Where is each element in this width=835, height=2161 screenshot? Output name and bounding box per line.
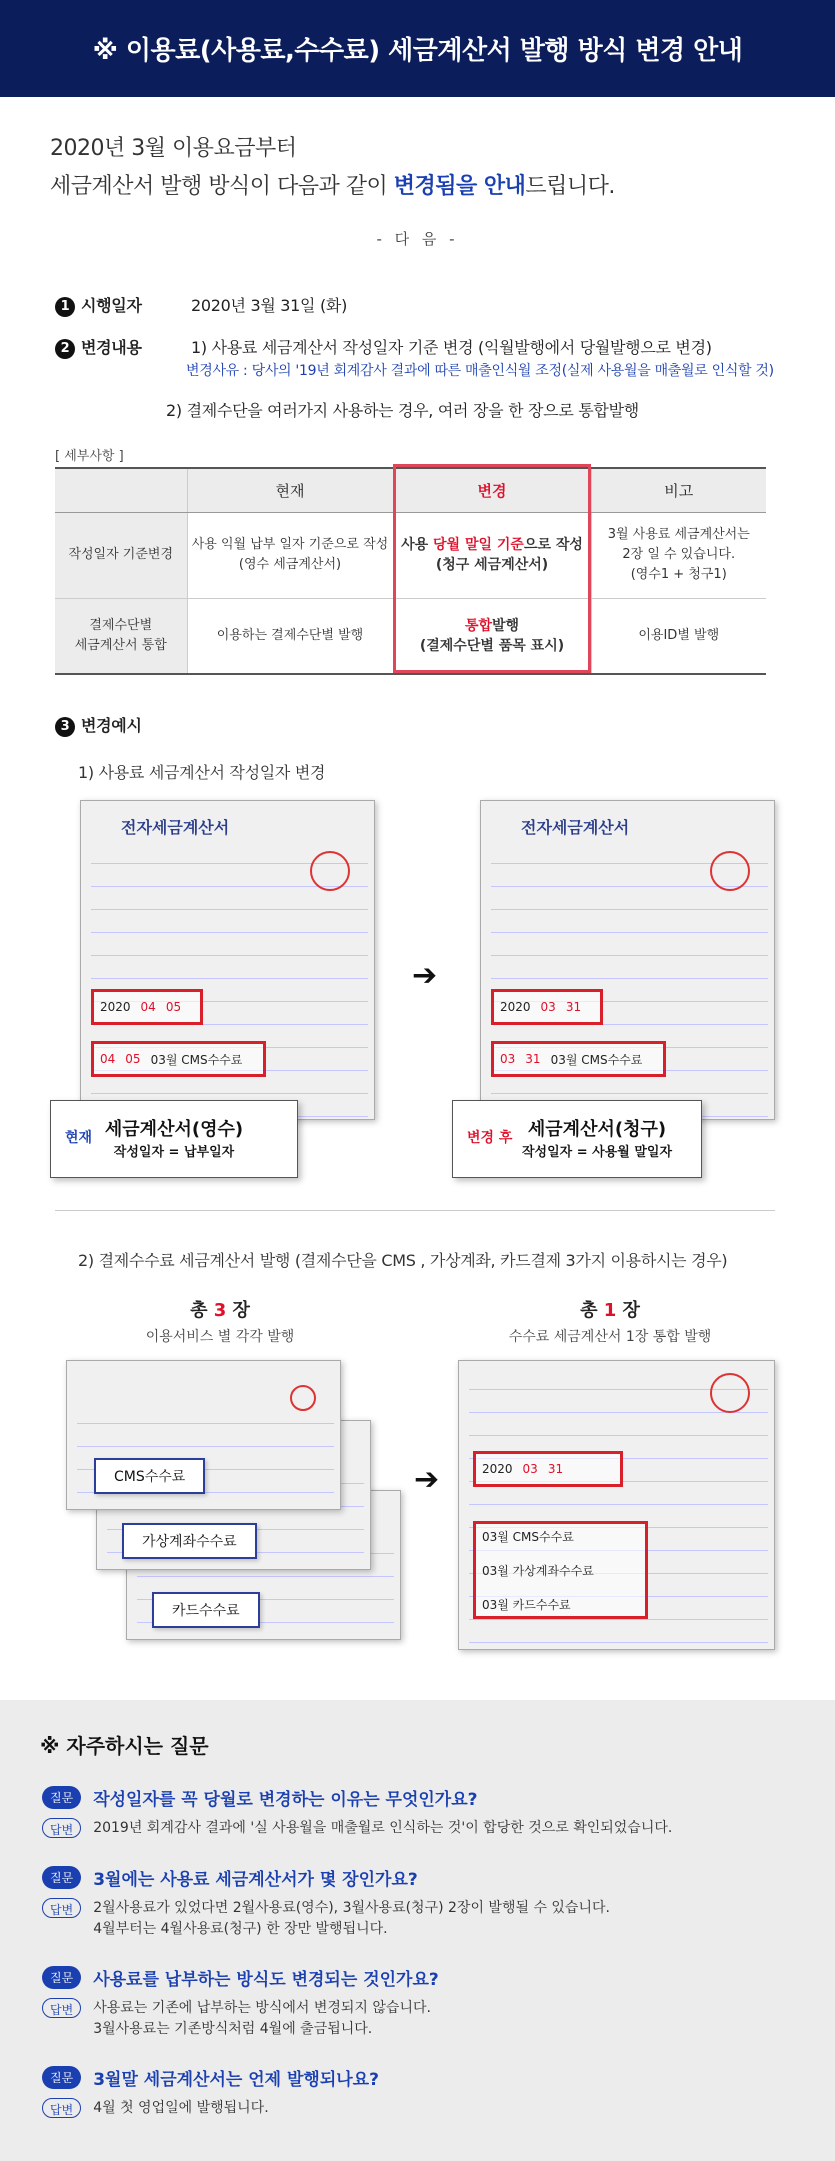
cell-text [394, 616, 591, 636]
cell-text-a: 사용 [401, 537, 434, 553]
item-example [55, 713, 191, 737]
tag-cms: CMS수수료 [94, 1458, 205, 1494]
question-badge: 질문 [42, 1866, 81, 1889]
change-2: 2) 결제수단을 여러가지 사용하는 경우, 여러 장을 한 장으로 통합발행 [166, 401, 639, 420]
page-title: ※ 이용료(사용료,수수료) 세금계산서 발행 방식 변경 안내 [0, 0, 835, 97]
change-1: 1) 사용료 세금계산서 작성일자 기준 변경 (익월발행에서 당월발행으로 변경) [191, 338, 712, 357]
number-badge: 2 [55, 339, 75, 359]
total-sub: 수수료 세금계산서 1장 통합 발행 [508, 1329, 712, 1345]
item-box [491, 1041, 666, 1077]
item-effective-date [55, 293, 347, 317]
cell-text: (청구 세금계산서) [435, 557, 549, 573]
item-month: 04 [100, 1052, 116, 1066]
seal-icon [290, 1385, 316, 1411]
cell-text: 2장 일 수 있습니다. [622, 547, 736, 562]
faq-question [42, 1785, 802, 1810]
total-pre: 총 [580, 1300, 604, 1321]
answer-badge: 답변 [42, 1998, 81, 2018]
table-header-empty [55, 468, 187, 512]
cell-current: 이용하는 결제수단별 발행 [187, 598, 393, 674]
caption-current [50, 1100, 298, 1178]
number-badge: 1 [55, 297, 75, 317]
answer-text [93, 2098, 268, 2119]
caption-key: 현재 [65, 1130, 93, 1146]
faq-item [42, 1865, 802, 1940]
faq-section [0, 1700, 835, 2161]
example2-title: 2) 결제수수료 세금계산서 발행 (결제수단을 CMS , 가상계좌, 카드결제 3가지 이용하시는 경우) [78, 1251, 728, 1270]
cell-text-b: 으로 작성 [523, 537, 583, 553]
invoice-day: 31 [547, 1462, 564, 1476]
answer-text [93, 1898, 610, 1940]
cell-text: 결제수단별 [89, 617, 153, 633]
cell-change [393, 512, 591, 598]
invoice-month: 03 [522, 1462, 538, 1476]
caption-title: 세금계산서(영수) [104, 1119, 244, 1140]
cell-text: 세금계산서 통합 [74, 637, 167, 653]
item-month: 03 [500, 1052, 516, 1066]
cell-text: 3월 사용료 세금계산서는 [607, 527, 750, 542]
date-box [473, 1451, 623, 1487]
tax-invoice-changed [480, 800, 775, 1120]
arrow-right-icon: ➔ [412, 958, 438, 993]
example1-title: 1) 사용료 세금계산서 작성일자 변경 [78, 763, 326, 782]
cell-text-red: 통합 [464, 617, 492, 634]
faq-answer [42, 1898, 802, 1940]
cell-text-red: 당월 말일 기준 [433, 537, 524, 553]
total-num: 1 [603, 1300, 617, 1321]
invoice-year: 2020 [100, 1000, 131, 1014]
invoice-month: 03 [540, 1000, 556, 1014]
tag-card: 카드수수료 [152, 1592, 260, 1628]
faq-answer [42, 1818, 802, 1839]
item-box [91, 1041, 266, 1077]
total-left [120, 1296, 320, 1346]
cell-text: (영수 세금계산서) [238, 557, 342, 572]
caption-changed [452, 1100, 702, 1178]
total-right [500, 1296, 720, 1346]
question-text: 3월말 세금계산서는 언제 발행되나요? [93, 2070, 379, 2090]
item-day: 31 [525, 1052, 541, 1066]
answer-line: 2019년 회계감사 결과에 '실 사용월을 매출월로 인식하는 것'이 합당한 것으로 확인되었습니다. [93, 1820, 673, 1836]
faq-item [42, 1965, 802, 2040]
answer-line: 3월사용료는 기존방식처럼 4월에 출금됩니다. [93, 2021, 373, 2037]
faq-answer [42, 2098, 802, 2119]
table-row [55, 512, 766, 598]
cell-note [591, 512, 766, 598]
caption-sub: 작성일자 = 사용월 말일자 [521, 1145, 673, 1160]
cell-current [187, 512, 393, 598]
table-header-change: 변경 [393, 468, 591, 512]
table-row [55, 598, 766, 674]
answer-badge: 답변 [42, 2098, 81, 2118]
seal-icon [710, 851, 750, 891]
total-pre: 총 [190, 1300, 214, 1321]
table-header-note: 비고 [591, 468, 766, 512]
invoice-year: 2020 [500, 1000, 531, 1014]
question-text: 작성일자를 꼭 당월로 변경하는 이유는 무엇인가요? [93, 1790, 478, 1810]
table-header-row [55, 468, 766, 512]
answer-line: 4월부터는 4월사용료(청구) 한 장만 발행됩니다. [93, 1921, 388, 1937]
arrow-right-icon: ➔ [414, 1462, 440, 1497]
item-name: 03월 CMS수수료 [482, 1529, 574, 1544]
caption-title: 세금계산서(청구) [527, 1119, 667, 1140]
row-heading [55, 598, 187, 674]
cell-text [394, 535, 591, 555]
intro-line1: 2020년 3월 이용요금부터 [50, 136, 297, 161]
total-label [120, 1296, 320, 1322]
item-name: 03월 CMS수수료 [550, 1052, 643, 1067]
question-badge: 질문 [42, 1786, 81, 1809]
total-post: 장 [616, 1300, 640, 1321]
faq-title: ※ 자주하시는 질문 [40, 1734, 209, 1758]
divider [55, 1210, 775, 1211]
damum-divider: - 다 음 - [376, 230, 459, 248]
caption-sub: 작성일자 = 납부일자 [113, 1145, 235, 1160]
caption-key: 변경 후 [467, 1130, 513, 1146]
cell-text: (결제수단별 품목 표시) [419, 637, 565, 654]
total-num: 3 [213, 1300, 227, 1321]
detail-label: [ 세부사항 ] [55, 449, 124, 464]
item-name: 03월 가상계좌수수료 [482, 1563, 594, 1578]
tax-invoice-merged [458, 1360, 775, 1650]
tax-invoice-current [80, 800, 375, 1120]
answer-line: 사용료는 기존에 납부하는 방식에서 변경되지 않습니다. [93, 2000, 431, 2016]
seal-icon [710, 1373, 750, 1413]
answer-badge: 답변 [42, 1898, 81, 1918]
item-change-content [55, 335, 712, 359]
question-text: 사용료를 납부하는 방식도 변경되는 것인가요? [93, 1970, 439, 1990]
answer-line: 4월 첫 영업일에 발행됩니다. [93, 2100, 269, 2116]
total-sub: 이용서비스 별 각각 발행 [145, 1329, 295, 1345]
total-label [500, 1296, 720, 1322]
faq-question [42, 2065, 802, 2090]
invoice-title: 전자세금계산서 [121, 818, 230, 837]
invoice-month: 04 [140, 1000, 156, 1014]
invoice-title: 전자세금계산서 [521, 818, 630, 837]
answer-line: 2월사용료가 있었다면 2월사용료(영수), 3월사용료(청구) 2장이 발행될 수 있습니다. [93, 1900, 610, 1916]
intro-line2-pre: 세금계산서 발행 방식이 다음과 같이 [50, 174, 394, 199]
answer-text [93, 1998, 431, 2040]
cell-text-b: 발행 [492, 617, 520, 634]
question-badge: 질문 [42, 1966, 81, 1989]
faq-question [42, 1865, 802, 1890]
seal-icon [310, 851, 350, 891]
change-reason: 변경사유 : 당사의 '19년 회계감사 결과에 따른 매출인식월 조정(실제 사용월을 매출월로 인식할 것) [186, 363, 774, 379]
item-label: 변경내용 [81, 338, 142, 357]
table-header-current: 현재 [187, 468, 393, 512]
item-label: 변경예시 [81, 716, 142, 735]
intro-line2 [50, 168, 615, 206]
detail-table [55, 467, 766, 675]
cell-text: 사용 익월 납부 일자 기준으로 작성 [191, 537, 389, 552]
intro-line2-post: 드립니다. [525, 174, 615, 199]
invoice-day: 31 [565, 1000, 582, 1014]
item-name: 03월 카드수수료 [482, 1597, 571, 1612]
question-badge: 질문 [42, 2066, 81, 2089]
intro-highlight: 변경됨을 안내 [393, 174, 526, 199]
row-heading: 작성일자 기준변경 [55, 512, 187, 598]
faq-item [42, 2065, 802, 2119]
tag-virtual-account: 가상계좌수수료 [122, 1523, 257, 1559]
cell-text: (영수1 + 청구1) [630, 567, 727, 582]
invoice-year: 2020 [482, 1462, 513, 1476]
date-box [91, 989, 203, 1025]
faq-item [42, 1785, 802, 1839]
total-post: 장 [226, 1300, 250, 1321]
item-box [473, 1521, 648, 1619]
invoice-day: 05 [165, 1000, 182, 1014]
intro-text [50, 130, 615, 206]
answer-text [93, 1818, 672, 1839]
cell-change [393, 598, 591, 674]
faq-answer [42, 1998, 802, 2040]
cell-note: 이용ID별 발행 [591, 598, 766, 674]
item-day: 05 [125, 1052, 141, 1066]
faq-question [42, 1965, 802, 1990]
answer-badge: 답변 [42, 1818, 81, 1838]
item-label: 시행일자 [81, 296, 142, 315]
item-name: 03월 CMS수수료 [150, 1052, 243, 1067]
date-box [491, 989, 603, 1025]
question-text: 3월에는 사용료 세금계산서가 몇 장인가요? [93, 1870, 418, 1890]
item-value: 2020년 3월 31일 (화) [191, 296, 348, 315]
number-badge: 3 [55, 717, 75, 737]
